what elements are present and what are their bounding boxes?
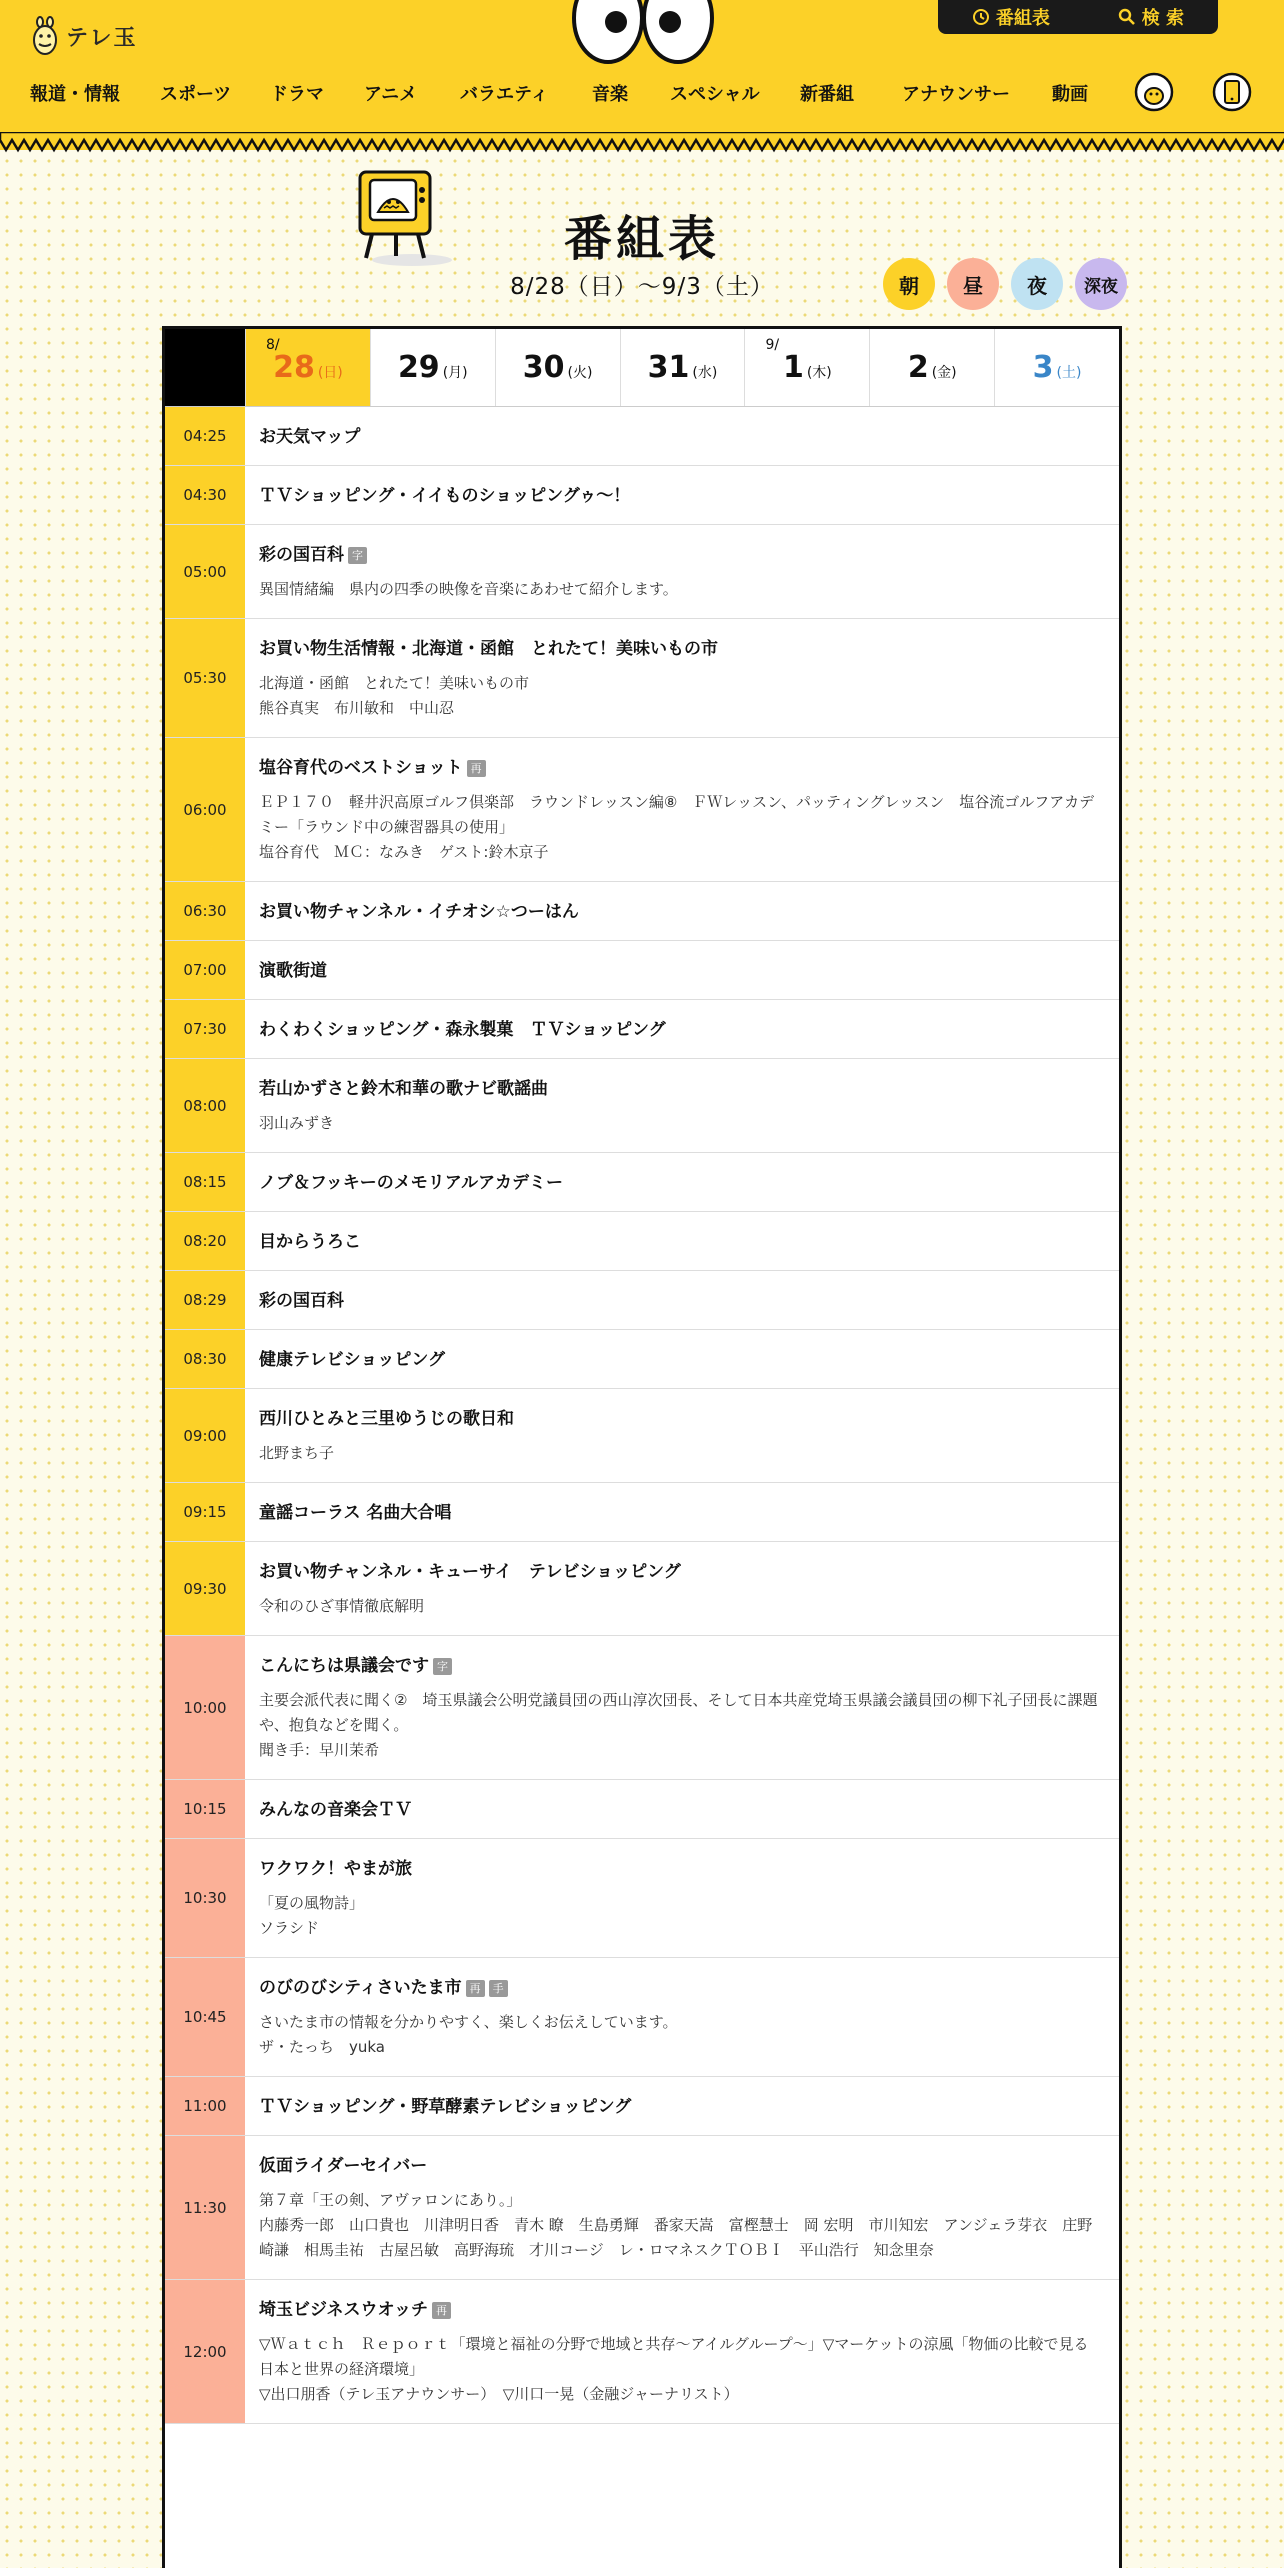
program-title: 彩の国百科	[259, 1291, 344, 1311]
program-time: 05:00	[165, 525, 245, 618]
mascot-eyes-icon	[568, 0, 718, 64]
smartphone-app-icon[interactable]	[1212, 68, 1252, 116]
program-time: 08:30	[165, 1330, 245, 1388]
day-number: 29	[397, 350, 440, 385]
program-time: 08:00	[165, 1059, 245, 1152]
program-title: ワクワク！やまが旅	[259, 1859, 412, 1879]
search-link-label: 検 索	[1141, 8, 1185, 29]
nav-item-new-programs[interactable]: 新番組	[800, 84, 854, 105]
program-cell[interactable]	[245, 1958, 1119, 2076]
program-row	[165, 1212, 1119, 1271]
day-tab[interactable]	[370, 329, 495, 406]
program-description: 第７章「王の剣、アヴァロンにあり。」 内藤秀一郎 山口貴也 川津明日香 青木 瞭 生島勇輝 番家天嵩 富樫慧士 岡 宏明 市川知宏 アンジェラ芽衣 庄野崎謙 相馬圭祐 古屋呂敏 高野海琉 才川コージ レ・ロマネスクＴＯＢＩ 平山浩行 知念里奈	[259, 2191, 1093, 2259]
program-time: 10:00	[165, 1636, 245, 1779]
program-title: お買い物チャンネル・キューサイ テレビショッピング	[259, 1562, 681, 1582]
program-title-line	[259, 1560, 1103, 1584]
program-title-line	[259, 425, 1103, 449]
day-weekday: (日)	[317, 364, 343, 381]
program-row	[165, 1780, 1119, 1839]
program-row	[165, 1958, 1119, 2077]
program-title-line	[259, 1654, 1103, 1678]
program-description: さいたま市の情報を分かりやすく、楽しくお伝えしています。 ザ・たっち yuka	[259, 2013, 678, 2056]
site-header	[0, 0, 1284, 150]
program-description: 羽山みずき	[259, 1114, 335, 1132]
program-title: わくわくショッピング・森永製菓 ＴＶショッピング	[259, 1020, 666, 1040]
day-weekday: (火)	[567, 364, 593, 381]
program-title: こんにちは県議会です	[259, 1656, 429, 1676]
nav-item-drama[interactable]: ドラマ	[270, 84, 324, 105]
nav-item-news[interactable]: 報道・情報	[30, 84, 120, 105]
program-title: ＴＶショッピング・野草酵素テレビショッピング	[259, 2097, 632, 2117]
program-time: 11:00	[165, 2077, 245, 2135]
program-cell[interactable]	[245, 1780, 1119, 1838]
program-time: 09:30	[165, 1542, 245, 1635]
program-cell[interactable]	[245, 2077, 1119, 2135]
search-icon	[1118, 8, 1136, 26]
program-title: お買い物生活情報・北海道・函館 とれたて！美味いもの市	[259, 639, 718, 659]
program-title-line	[259, 637, 1103, 661]
program-title: お買い物チャンネル・イチオシ☆つーはん	[259, 902, 579, 922]
program-cell[interactable]	[245, 941, 1119, 999]
program-time: 08:20	[165, 1212, 245, 1270]
program-cell[interactable]	[245, 525, 1119, 618]
program-time: 06:30	[165, 882, 245, 940]
program-list	[165, 407, 1119, 2424]
program-title-line	[259, 1018, 1103, 1042]
program-title: 目からうろこ	[259, 1232, 361, 1252]
program-description: 「夏の風物詩」 ソラシド	[259, 1894, 365, 1937]
program-row	[165, 2136, 1119, 2280]
telemaru-icon[interactable]	[1134, 68, 1174, 116]
program-badge: 手	[489, 1980, 508, 1997]
day-weekday: (金)	[931, 364, 957, 381]
nav-item-music[interactable]: 音楽	[592, 84, 628, 105]
program-title: ＴＶショッピング・イイものショッピングゥ～！	[259, 486, 631, 506]
program-time: 07:30	[165, 1000, 245, 1058]
day-number: 1	[782, 350, 804, 385]
program-title: 童謡コーラス 名曲大合唱	[259, 1503, 452, 1523]
program-row	[165, 619, 1119, 738]
day-weekday: (土)	[1056, 364, 1082, 381]
program-cell[interactable]	[245, 1839, 1119, 1957]
program-row	[165, 1636, 1119, 1780]
day-weekday: (月)	[442, 364, 468, 381]
day-tabs	[165, 329, 1119, 407]
program-cell[interactable]	[245, 466, 1119, 524]
program-row	[165, 1542, 1119, 1636]
program-title-line	[259, 1077, 1103, 1101]
program-title: 埼玉ビジネスウオッチ	[259, 2300, 428, 2320]
program-description: 北野まち子	[259, 1444, 335, 1462]
program-row	[165, 1153, 1119, 1212]
program-time: 09:00	[165, 1389, 245, 1482]
main-nav	[30, 80, 1112, 106]
program-cell[interactable]	[245, 1542, 1119, 1635]
program-cell[interactable]	[245, 1483, 1119, 1541]
program-cell[interactable]	[245, 407, 1119, 465]
program-title-line	[259, 1407, 1103, 1431]
program-title-line	[259, 543, 1103, 567]
program-title-line	[259, 1171, 1103, 1195]
program-row	[165, 407, 1119, 466]
program-cell[interactable]	[245, 619, 1119, 737]
program-row	[165, 1839, 1119, 1958]
day-weekday: (木)	[806, 364, 832, 381]
program-cell[interactable]	[245, 1389, 1119, 1482]
program-row	[165, 738, 1119, 882]
program-row	[165, 466, 1119, 525]
program-time: 08:15	[165, 1153, 245, 1211]
corner-cell	[165, 329, 245, 406]
page-title: 番組表	[563, 211, 720, 267]
program-title-line	[259, 1501, 1103, 1525]
time-of-day-filters	[883, 258, 1127, 310]
program-time: 05:30	[165, 619, 245, 737]
top-utility-bar	[938, 0, 1218, 34]
program-title: のびのびシティさいたま市	[259, 1978, 462, 1998]
program-time: 08:29	[165, 1271, 245, 1329]
site-logo[interactable]	[30, 16, 138, 56]
program-title-line	[259, 900, 1103, 924]
program-row	[165, 2280, 1119, 2424]
program-cell[interactable]	[245, 1059, 1119, 1152]
program-cell[interactable]	[245, 1271, 1119, 1329]
program-title: 若山かずさと鈴木和華の歌ナビ歌謡曲	[259, 1079, 548, 1099]
program-row	[165, 525, 1119, 619]
nav-item-videos[interactable]: 動画	[1052, 84, 1088, 105]
logo-text: テレ玉	[66, 25, 138, 51]
program-time: 04:25	[165, 407, 245, 465]
day-tab[interactable]	[869, 329, 994, 406]
program-row	[165, 1483, 1119, 1542]
search-link[interactable]	[1118, 4, 1184, 30]
program-time: 09:15	[165, 1483, 245, 1541]
day-number: 28	[273, 350, 315, 385]
program-title-line	[259, 959, 1103, 983]
clock-icon	[972, 8, 990, 26]
program-cell[interactable]	[245, 738, 1119, 881]
program-time: 07:00	[165, 941, 245, 999]
nav-item-anime[interactable]: アニメ	[364, 84, 418, 105]
program-title: お天気マップ	[259, 427, 361, 447]
program-time: 10:15	[165, 1780, 245, 1838]
program-title: ノブ＆フッキーのメモリアルアカデミー	[259, 1173, 563, 1193]
program-title-line	[259, 2298, 1103, 2322]
program-title: 彩の国百科	[259, 545, 344, 565]
nav-item-special[interactable]: スペシャル	[670, 84, 760, 105]
program-title-line	[259, 1798, 1103, 1822]
program-row	[165, 2077, 1119, 2136]
day-weekday: (水)	[692, 364, 718, 381]
program-title: 仮面ライダーセイバー	[259, 2156, 428, 2176]
program-time: 10:45	[165, 1958, 245, 2076]
program-title-line	[259, 756, 1103, 780]
program-cell[interactable]	[245, 1212, 1119, 1270]
program-title: みんなの音楽会ＴＶ	[259, 1800, 412, 1820]
program-row	[165, 1330, 1119, 1389]
program-time: 04:30	[165, 466, 245, 524]
schedule-link-label: 番組表	[995, 8, 1050, 29]
day-number: 31	[647, 350, 690, 385]
program-title: 健康テレビショッピング	[259, 1350, 445, 1370]
day-tab[interactable]	[245, 329, 370, 406]
program-row	[165, 1000, 1119, 1059]
program-description: 主要会派代表に聞く② 埼玉県議会公明党議員団の西山淳次団長、そして日本共産党埼玉県議会議員団の柳下礼子団長に課題や、抱負などを聞く。 聞き手：早川茉希	[259, 1691, 1098, 1759]
header-zigzag-edge	[0, 132, 1284, 154]
program-title: 塩谷育代のベストショット	[259, 758, 463, 778]
day-number: 2	[907, 350, 929, 385]
program-title-line	[259, 1230, 1103, 1254]
program-row	[165, 1389, 1119, 1483]
program-cell[interactable]	[245, 2136, 1119, 2279]
program-title-line	[259, 1348, 1103, 1372]
program-title-line	[259, 1976, 1103, 2000]
time-filter-morning[interactable]: 朝	[883, 258, 935, 310]
program-badge: 再	[466, 1980, 485, 1997]
program-time: 12:00	[165, 2280, 245, 2423]
program-description: 北海道・函館 とれたて！美味いもの市 熊谷真実 布川敏和 中山忍	[259, 674, 530, 717]
schedule-link[interactable]	[972, 4, 1050, 30]
program-cell[interactable]	[245, 1153, 1119, 1211]
program-cell[interactable]	[245, 882, 1119, 940]
day-tab[interactable]	[495, 329, 620, 406]
date-range: 8/28（日）〜9/3（土）	[510, 274, 774, 300]
nav-item-announcers[interactable]: アナウンサー	[902, 84, 1010, 105]
program-description: ▽Ｗａｔｃｈ Ｒｅｐｏｒｔ「環境と福祉の分野で地域と共存～アイルグループ～」▽マーケットの涼風「物価の比較で見る日本と世界の経済環境」 ▽出口朋香（テレ玉アナウンサー） ▽川口一晃（金融ジャーナリスト）	[259, 2335, 1089, 2403]
program-row	[165, 882, 1119, 941]
program-title: 西川ひとみと三里ゆうじの歌日和	[259, 1409, 514, 1429]
day-number: 3	[1032, 350, 1054, 385]
day-tab[interactable]	[620, 329, 745, 406]
program-badge: 字	[348, 547, 367, 564]
program-cell[interactable]	[245, 2280, 1119, 2423]
program-title-line	[259, 2095, 1103, 2119]
program-title-line	[259, 2154, 1103, 2178]
mascot-icon	[30, 16, 60, 56]
program-description: ＥＰ１７０ 軽井沢高原ゴルフ倶楽部 ラウンドレッスン編⑧ ＦＷレッスン、パッティングレッスン 塩谷流ゴルフアカデミー「ラウンド中の練習器具の使用」 塩谷育代 ＭＣ：なみき ゲスト:鈴木京子	[259, 793, 1095, 861]
program-cell[interactable]	[245, 1000, 1119, 1058]
program-cell[interactable]	[245, 1636, 1119, 1779]
program-badge: 再	[467, 760, 486, 777]
time-filter-noon[interactable]: 昼	[947, 258, 999, 310]
nav-item-variety[interactable]: バラエティ	[460, 84, 549, 105]
program-row	[165, 941, 1119, 1000]
day-tab[interactable]	[994, 329, 1119, 406]
day-month: 8/	[266, 337, 280, 353]
day-month: 9/	[765, 337, 780, 353]
program-schedule	[162, 326, 1122, 2568]
program-title-line	[259, 1857, 1103, 1881]
program-time: 06:00	[165, 738, 245, 881]
program-title-line	[259, 1289, 1103, 1313]
program-row	[165, 1271, 1119, 1330]
program-cell[interactable]	[245, 1330, 1119, 1388]
program-description: 異国情緒編 県内の四季の映像を音楽にあわせて紹介します。	[259, 580, 678, 598]
day-tab[interactable]	[744, 329, 869, 406]
program-badge: 字	[433, 1658, 452, 1675]
program-title: 演歌街道	[259, 961, 327, 981]
program-time: 10:30	[165, 1839, 245, 1957]
time-filter-late-night[interactable]: 深夜	[1075, 258, 1127, 310]
program-badge: 再	[432, 2302, 451, 2319]
program-time: 11:30	[165, 2136, 245, 2279]
time-filter-evening[interactable]: 夜	[1011, 258, 1063, 310]
program-description: 令和のひざ事情徹底解明	[259, 1597, 425, 1615]
nav-item-sports[interactable]: スポーツ	[160, 84, 232, 105]
day-number: 30	[522, 350, 565, 385]
program-row	[165, 1059, 1119, 1153]
program-title-line	[259, 484, 1103, 508]
